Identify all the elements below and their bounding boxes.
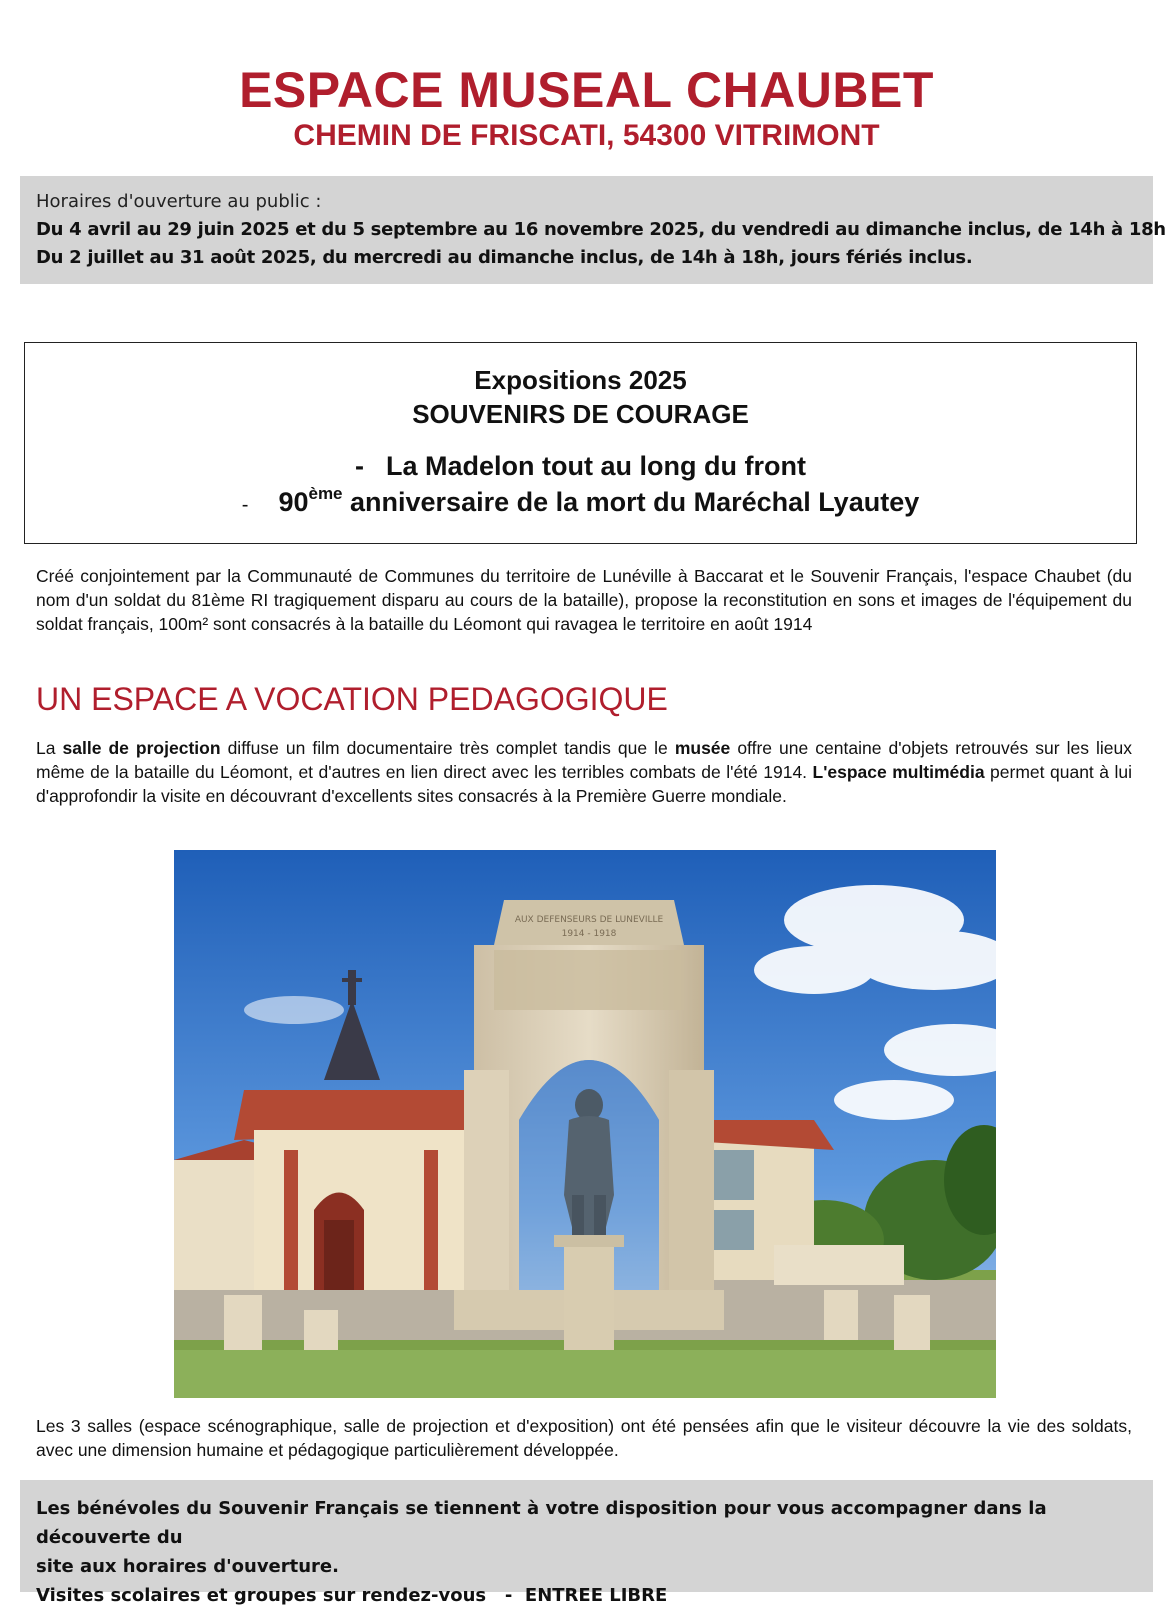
visits-free-entry-line [36, 1581, 1137, 1610]
text-run: offre une centaine d'objets retrouvés sur les lieux même de la bataille du Léomont, et d'autres en lien direct avec les terribles combats de l'été 1914. [36, 738, 1133, 782]
list-dash: - [241, 494, 249, 516]
volunteers-band [20, 1480, 1153, 1606]
text-run: permet quant à lui d'approfondir la visite en découvrant d'excellents sites consacrés à la Première Guerre mondiale. [36, 762, 1132, 806]
emphasis-multimedia: L'espace multimédia [812, 762, 985, 782]
opening-hours-band [20, 176, 1166, 284]
memorial-photo [174, 850, 996, 1398]
section-heading: UN ESPACE A VOCATION PEDAGOGIQUE [36, 681, 668, 717]
exhibition-item-lyautey [25, 485, 1136, 522]
address-subtitle: CHEMIN DE FRISCATI, 54300 VITRIMONT [293, 119, 880, 152]
exhibitions-box [24, 342, 1137, 544]
arch-years: 1914 - 1918 [561, 929, 617, 939]
text-run: La [36, 738, 63, 758]
visits-text: Visites scolaires et groupes sur rendez-vous - ENTREE LIBRE [36, 1585, 668, 1606]
text-run: diffuse un film documentaire très complet tandis que le [220, 738, 675, 758]
ordinal-suffix: ème [308, 484, 343, 503]
exhibition-item-label: La Madelon tout au long du front [386, 451, 806, 481]
hours-heading: Horaires d'ouverture au public : [36, 191, 322, 212]
lawn-foreground [174, 1350, 996, 1398]
exhibitions-theme: SOUVENIRS DE COURAGE [412, 399, 749, 429]
exhibition-item-madelon [25, 449, 1136, 483]
emphasis-projection-room: salle de projection [62, 738, 221, 758]
page-title: ESPACE MUSEAL CHAUBET [239, 62, 934, 118]
pedagogy-paragraph [36, 736, 1132, 808]
ordinal-number: 90 [278, 487, 309, 517]
hours-line-1: Du 4 avril au 29 juin 2025 et du 5 septembre au 16 novembre 2025, du vendredi au dimanche inclus, de 14h à 18h [36, 219, 1166, 240]
hours-line-2: Du 2 juillet au 31 août 2025, du mercredi au dimanche inclus, de 14h à 18h, jours fériés inclus. [36, 247, 973, 268]
exhibition-item-label: anniversaire de la mort du Maréchal Lyautey [342, 487, 920, 517]
volunteers-line-2: site aux horaires d'ouverture. [36, 1556, 339, 1577]
rooms-paragraph: Les 3 salles (espace scénographique, salle de projection et d'exposition) ont été pensées afin que le visiteur découvre la vie des soldats, avec une dimension humaine et pédagogique particulièrement développée. [36, 1416, 1132, 1460]
exhibitions-year: Expositions 2025 [474, 365, 687, 395]
intro-paragraph: Créé conjointement par la Communauté de Communes du territoire de Lunéville à Baccarat et le Souvenir Français, l'espace Chaubet (du nom d'un soldat du 81ème RI tragiquement disparu au cours de la bataille), propose la reconstitution en sons et images de l'équipement du soldat français, 100m² sont consacrés à la bataille du Léomont qui ravagea le territoire en août 1914 [36, 566, 1132, 634]
list-dash: - [355, 451, 365, 481]
emphasis-museum: musée [674, 738, 731, 758]
arch-inscription: AUX DEFENSEURS DE LUNEVILLE [514, 915, 664, 925]
memorial-illustration [174, 850, 996, 1398]
volunteers-line-1: Les bénévoles du Souvenir Français se tiennent à votre disposition pour vous accompagner dans la découverte du [36, 1498, 1047, 1548]
